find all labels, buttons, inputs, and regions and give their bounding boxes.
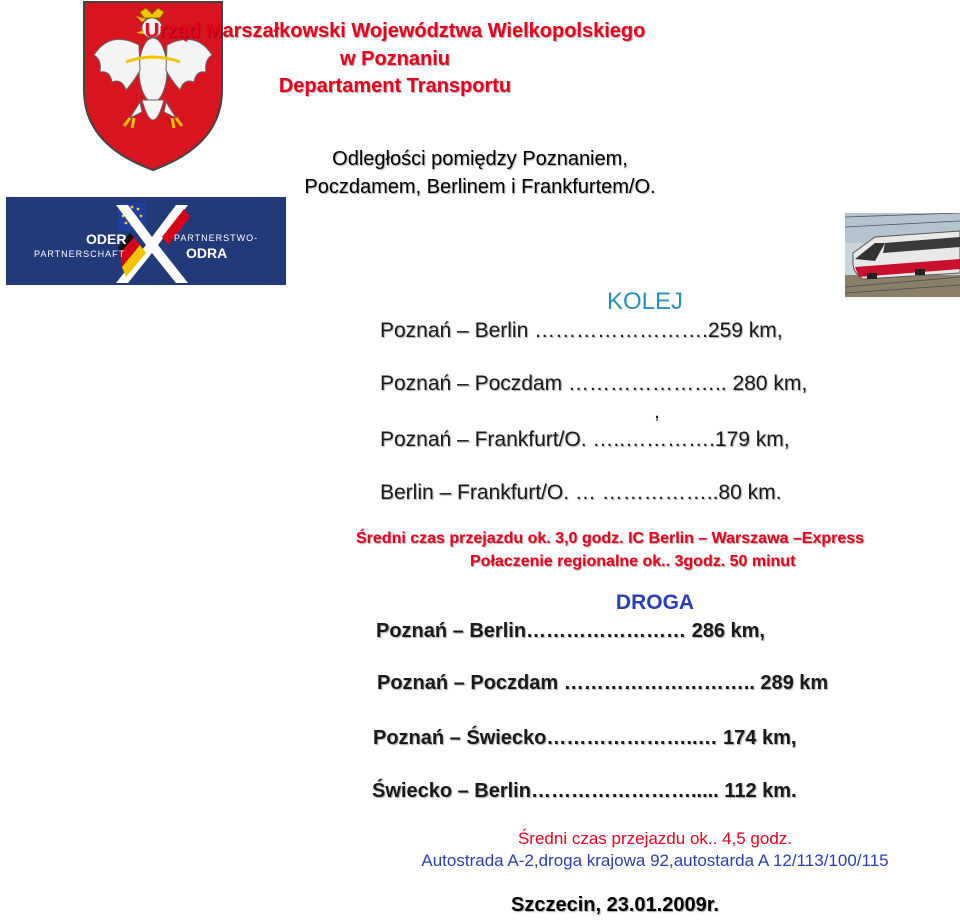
kolej-note-2: Połaczenie regionalne ok.. 3godz. 50 minut	[470, 553, 796, 570]
oder-partnership-logo	[6, 197, 286, 285]
header-line-1: Urząd Marszałkowski Województwa Wielkopolskiego	[144, 20, 646, 42]
logo-partnerschaft-text: PARTNERSCHAFT	[34, 249, 126, 259]
kolej-row-1: Poznań – Berlin …………………….259 km,	[380, 319, 783, 342]
droga-row-3: Poznań – Świecko…………………..… 174 km,	[373, 727, 797, 749]
kolej-row-comma: ,	[654, 400, 660, 423]
header-line-2: w Poznaniu	[340, 48, 450, 70]
kolej-row-3: Poznań – Frankfurt/O. …..………….179 km,	[380, 428, 790, 451]
droga-note-2: Autostrada A-2,droga krajowa 92,autostarda A 12/113/100/115	[421, 851, 889, 870]
kolej-row-2: Poznań – Poczdam ………………….. 280 km,	[380, 372, 808, 395]
kolej-heading: KOLEJ	[606, 288, 684, 315]
logo-oder-text: ODER	[86, 231, 127, 247]
droga-heading: DROGA	[615, 591, 695, 614]
header-line-3: Departament Transportu	[278, 75, 512, 97]
page-title-line-2: Poczdamem, Berlinem i Frankfurtem/O.	[304, 176, 656, 198]
footer-place-date: Szczecin, 23.01.2009r.	[511, 894, 719, 916]
page-title-line-1: Odległości pomiędzy Poznaniem,	[332, 148, 628, 170]
droga-row-4: Świecko – Berlin……………………..... 112 km.	[372, 780, 797, 802]
kolej-row-4: Berlin – Frankfurt/O. … ……………..80 km.	[380, 481, 782, 504]
kolej-note-1: Średni czas przejazdu ok. 3,0 godz. IC Berlin – Warszawa –Express	[356, 530, 865, 547]
train-photo	[845, 213, 960, 297]
logo-partnerstwo-text: PARTNERSTWO-	[174, 233, 259, 243]
droga-note-1: Średni czas przejazdu ok.. 4,5 godz.	[517, 829, 793, 848]
droga-row-2: Poznań – Poczdam ……………………….. 289 km	[377, 672, 829, 694]
droga-row-1: Poznań – Berlin…………………… 286 km,	[376, 620, 765, 642]
logo-odra-text: ODRA	[186, 245, 228, 261]
